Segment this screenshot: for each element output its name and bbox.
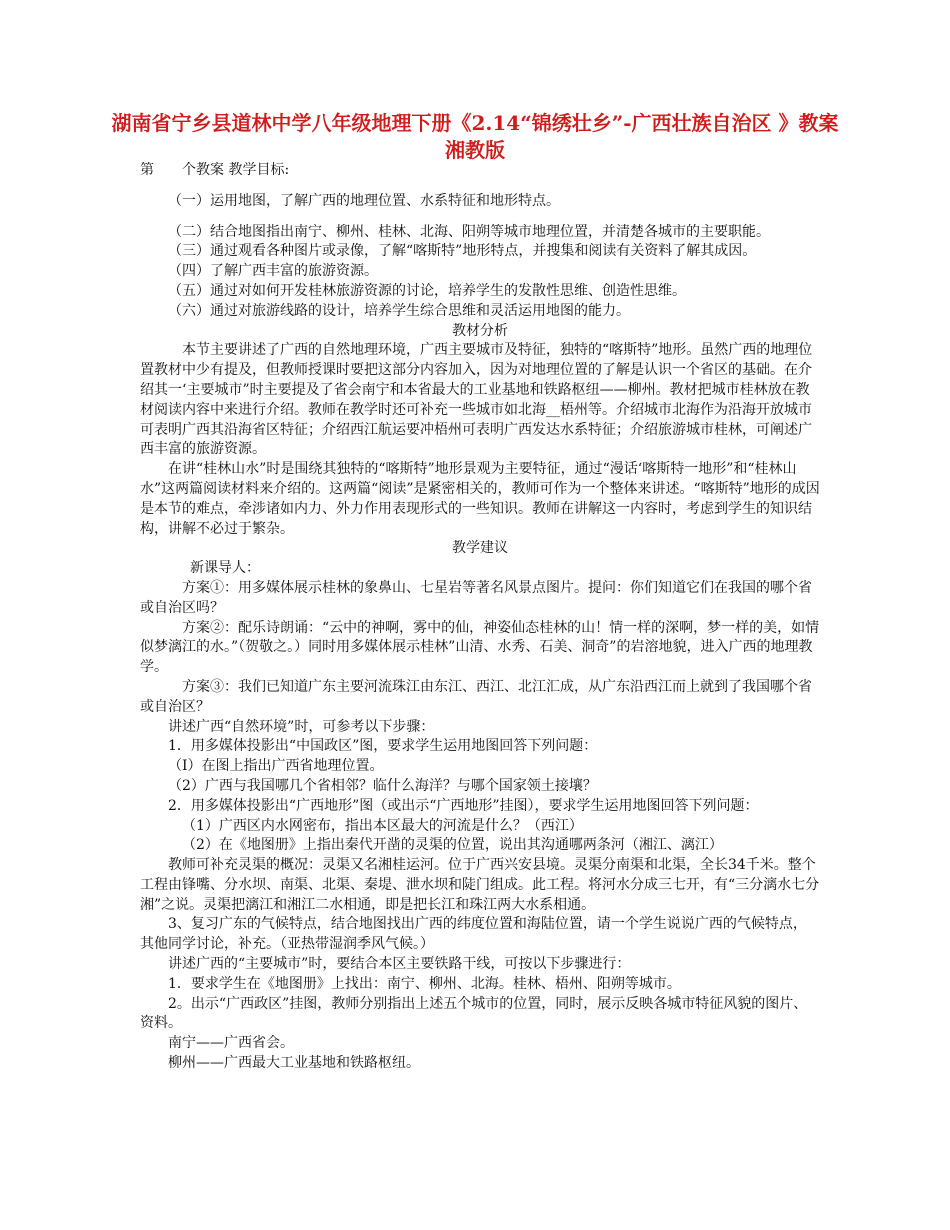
step-item: 1．用多媒体投影出“中国政区”图，要求学生运用地图回答下列问题： [168,738,598,755]
document-body [140,161,820,1074]
step-item: 柳州——广西最大工业基地和铁路枢纽。 [168,1055,420,1072]
document-title: 湖南省宁乡县道林中学八年级地理下册《2.14“锦绣壮乡”-广西壮族自治区 》教案 湘教版 [111,111,839,162]
objective-item: （一）运用地图，了解广西的地理位置、水系特征和地形特点。 [168,192,560,209]
step-item: 南宁——广西省会。 [168,1035,294,1052]
objective-item: （三）通过观看各种图片或录像，了解“喀斯特”地形特点，并搜集和阅读有关资料了解其成因。 [168,243,757,260]
step-item: 讲述广西“自然环境”时，可参考以下步骤： [168,718,435,735]
plan-item: 方案③：我们已知道广东主要河流珠江由东江、西江、北江汇成，从广东沿西江而上就到了我国哪个省或自治区？ [140,678,812,715]
step-item: 3、复习广东的气候特点，结合地图找出广西的纬度位置和海陆位置，请一个学生说说广西的气候特点，其他同学讨论，补充。（亚热带湿润季风气候。） [140,916,807,953]
step-item: 2．用多媒体投影出“广西地形”图（或出示“广西地形”挂图），要求学生运用地图回答下列问题： [168,797,759,814]
step-item: 讲述广西的“主要城市”时，要结合本区主要铁路干线，可按以下步骤进行： [168,956,631,973]
intro-label: 新课导人： [190,560,260,577]
step-item: 1．要求学生在《地图册》上找出：南宁、柳州、北海。桂林、梧州、阳朔等城市。 [168,975,681,992]
objective-item: （六）通过对旅游线路的设计，培养学生综合思维和灵活运用地图的能力。 [168,302,630,319]
plan-item: 方案①：用多媒体展示桂林的象鼻山、七星岩等著名风景点图片。提问：你们知道它们在我国的哪个省或自治区吗？ [140,579,812,616]
section-subtitle: 第 个教案 教学目标: [140,162,290,178]
step-item: （2）广西与我国哪几个省相邻？临什么海洋？与哪个国家领土接壤？ [168,777,597,794]
analysis-paragraph: 本节主要讲述了广西的自然地理环境，广西主要城市及特征，独特的“喀斯特”地形。虽然广西的地理位置教材中少有提及，但教师授课时要把这部分内容加入，因为对地理位置的了解是认识一个省区的基础。在介绍其一‘主要城市”时主要提及了省会南宁和本省最大的工业基地和铁路枢纽——柳州。教材把城市桂林放在教材阅读内容中来进行介绍。教师在教学时还可补充一些城市如北海__梧州等。介绍城市北海作为沿海开放城市可表明广西其沿海省区特征；介绍西江航运要冲梧州可表明广西发达水系特征；介绍旅游城市桂林，可阐述广西丰富的旅游资源。 [140,342,813,458]
objective-item: （二）结合地图指出南宁、柳州、桂林、北海、阳朔等城市地理位置，并清楚各城市的主要职能。 [168,223,770,240]
step-item: 教师可补充灵渠的概况：灵渠又名湘桂运河。位于广西兴安县境。灵渠分南渠和北渠，全长34千米。整个工程由锋嘴、分水坝、南渠、北渠、秦堤、泄水坝和陡门组成。此工程。将河水分成三七开，有“三分漓水七分湘”之说。灵渠把漓江和湘江二水相通，即是把长江和珠江两大水系相通。 [140,857,820,913]
step-item: （I）在图上指出广西省地理位置。 [168,758,384,775]
analysis-heading: 教材分析 [452,322,508,339]
objective-item: （五）通过对如何开发桂林旅游资源的讨论，培养学生的发散性思维、创造性思维。 [168,282,686,299]
step-item: （1）广西区内水网密布，指出本区最大的河流是什么？（西江） [182,817,583,834]
step-item: 2。出示“广西政区”挂图，教师分别指出上述五个城市的位置，同时，展示反映各城市特征风貌的图片、资料。 [140,995,808,1032]
objective-item: （四）了解广西丰富的旅游资源。 [168,263,378,280]
suggestion-heading: 教学建议 [452,540,508,557]
analysis-paragraph: 在讲“桂林山水”时是围绕其独特的“喀斯特”地形景观为主要特征，通过“漫话‘喀斯特一地形”和“桂林山水”这两篇阅读材料来介绍的。这两篇“阅读”是紧密相关的，教师可作为一个整体来讲述。“喀斯特”地形的成因是本节的难点，牵涉诸如内力、外力作用表现形式的一些知识。教师在讲解这一内容时，考虑到学生的知识结构，讲解不必过于繁杂。 [140,461,820,537]
step-item: （2）在《地图册》上指出秦代开凿的灵渠的位置，说出其沟通哪两条河（湘江、漓江） [182,837,723,854]
plan-item: 方案②：配乐诗朗诵：“云中的神啊，雾中的仙，神姿仙态桂林的山！情一样的深啊，梦一样的美，如情似梦漓江的水。”（贺敬之。）同时用多媒体展示桂林”山清、水秀、石美、洞奇”的岩溶地貌，进入广西的地理教学。 [140,619,820,676]
